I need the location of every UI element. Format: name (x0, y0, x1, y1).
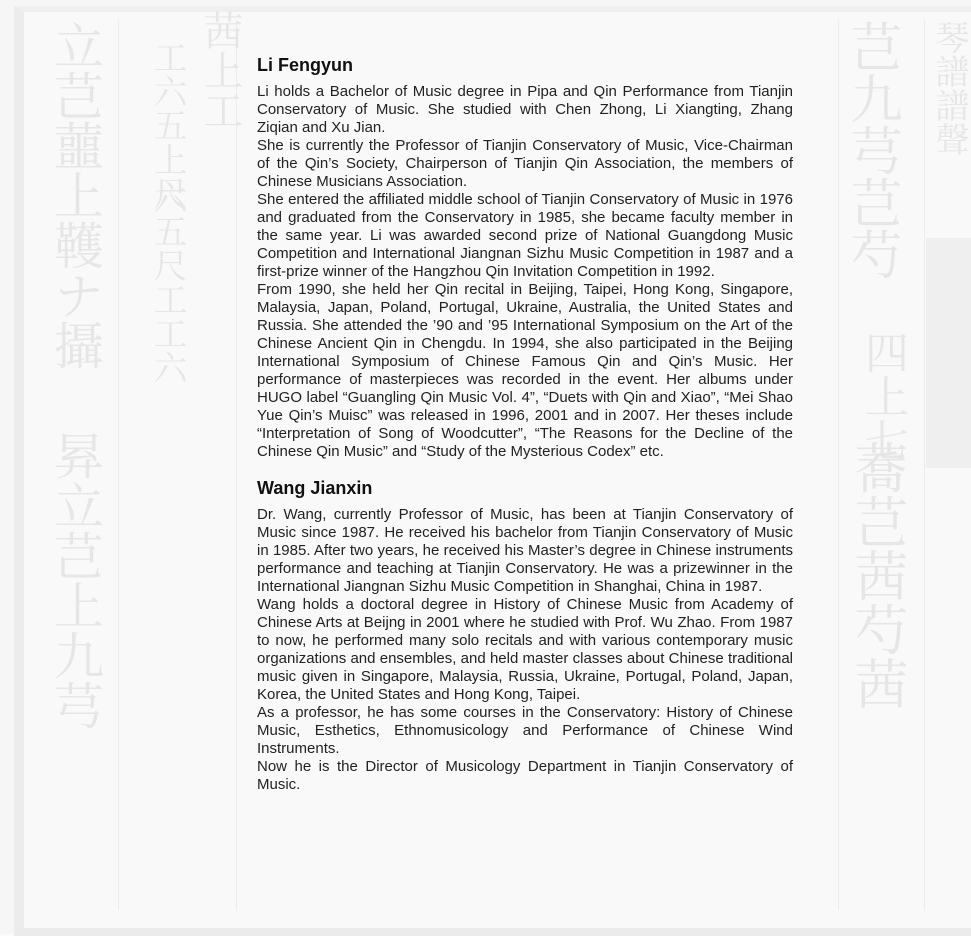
bio-paragraph: As a professor, he has some courses in the Conservatory: History of Chinese Music, Esthetics, Ethnomusicology and Performance of Chinese Wind Instruments. (257, 704, 793, 757)
watermark-glyph-column: 立芑蘁上韄ナ攝 (46, 20, 104, 370)
bio-document (257, 54, 793, 794)
bio-paragraph: She is currently the Professor of Tianjin Conservatory of Music, Vice-Chairman of the Qin’s Society, Chairperson of Tianjin Qin Association, the members of Chinese Musicians Association. (257, 137, 793, 190)
watermark-glyph-column: 工六五上尺 (147, 40, 187, 210)
bio-paragraph: Li holds a Bachelor of Music degree in Pipa and Qin Performance from Tianjin Conservatory of Music. She studied with Chen Zhong, Li Xiangting, Zhang Ziqian and Xu Jian. (257, 83, 793, 136)
column-divider (118, 20, 119, 910)
bio-body (257, 83, 793, 461)
column-divider (838, 20, 839, 910)
bio-section-wang-jianxin (257, 477, 793, 794)
bio-body (257, 506, 793, 794)
column-divider (924, 20, 925, 910)
watermark-glyph-column: 芑九芎芑芍 (841, 20, 901, 280)
watermark-glyph-column: 蕎芑茜芍茜 (846, 440, 909, 710)
watermark-glyph-column: 四上七 (857, 330, 908, 462)
watermark-glyph-column: 昪立芑上九芎 (46, 430, 104, 730)
title-label-block (926, 238, 971, 468)
bio-paragraph: She entered the affiliated middle school of Tianjin Conservatory of Music in 1976 and graduated from the Conservatory in 1985, she became faculty member in the same year. Li was awarded second prize of National Guangdong Music Competition and International Jiangnan Sizhu Music Competition in 1987 and a first-prize winner of the Hangzhou Qin Invitation Competition in 1992. (257, 191, 793, 280)
bio-heading: Wang Jianxin (257, 478, 373, 498)
watermark-glyph-column: 六五尺工工六 (147, 180, 187, 384)
bio-paragraph: Now he is the Director of Musicology Department in Tianjin Conservatory of Music. (257, 758, 793, 793)
bio-paragraph: Wang holds a doctoral degree in History of Chinese Music from Academy of Chinese Arts at Beijng in 2001 where he studied with Prof. Wu Zhao. From 1987 to now, he performed many solo recitals and with various contemporary music organizations and ensembles, and held master classes about Chinese traditional music given in Singapore, Malaysia, Russia, Ukraine, Portugal, Poland, Japan, Korea, the United States and Hong Kong, Taipei. (257, 596, 793, 703)
bio-paragraph: From 1990, she held her Qin recital in Beijing, Taipei, Hong Kong, Singapore, Malaysia, Japan, Poland, Portugal, Ukraine, Australia, the United States and Russia. She attended the ’90 and ’95 International Symposium on the Art of the Chinese Ancient Qin in Chengdu. In 1994, she also participated in the Beijing International Symposium of Chinese Famous Qin and Qin’s Music. Her performance of masterpieces was recorded in the event. Her albums under HUGO label “Guangling Qin Music Vol. 4”, “Duets with Qin and Xiao”, “Mei Shao Yue Qin’s Muisc” was released in 1996, 2001 and in 2007. Her theses include “Interpretation of Song of Woodcutter”, “The Reasons for the Decline of the Chinese Qin Music” and “Study of the Mysterious Codex” etc. (257, 281, 793, 460)
bio-section-li-fengyun (257, 54, 793, 461)
bio-paragraph: Dr. Wang, currently Professor of Music, has been at Tianjin Conservatory of Music since 1987. He received his bachelor from Tianjin Conservatory of Music in 1985. After two years, he received his Master’s degree in Chinese instruments performance and teaching at Tianjin Conservatory. He was a prizewinner in the International Jiangnan Sizhu Music Competition in Shanghai, China in 1987. (257, 506, 793, 595)
watermark-glyph-column: 茜上工 (197, 10, 243, 130)
bio-heading: Li Fengyun (257, 55, 353, 75)
column-divider (236, 20, 237, 910)
watermark-glyph-column: 琴譜譜聲 (929, 20, 969, 156)
